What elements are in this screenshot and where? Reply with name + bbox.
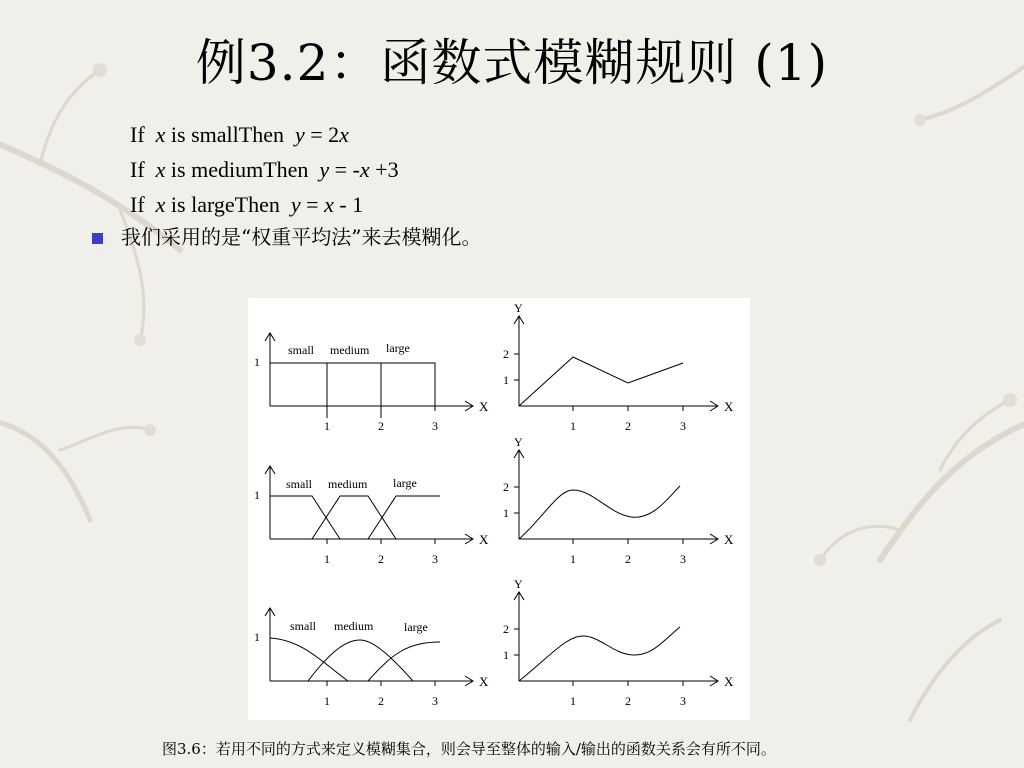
rule-tail-var: x [324, 192, 334, 217]
output-plot-1-y-tick-label: 1 [503, 373, 509, 387]
output-plot-2-y-tick-label: 1 [503, 506, 509, 520]
membership-plot-1-x-tick-label: 1 [324, 419, 330, 433]
output-plot-3-y-tick-label: 1 [503, 648, 509, 662]
bullet-square-icon [92, 233, 103, 244]
output-plot-3-x-label: X [724, 674, 734, 689]
rule-tail: - 1 [333, 192, 364, 217]
output-plot-3-y-tick-label: 2 [503, 622, 509, 636]
tri-medium [312, 496, 396, 539]
label-large: large [404, 620, 428, 634]
rule-condition: is largeThen [170, 192, 280, 217]
output-plot-1-x-tick-label: 2 [625, 419, 631, 433]
rule-output-var: y [290, 192, 301, 217]
smooth-small [270, 638, 348, 681]
rule-1 [130, 121, 399, 156]
rule-list [130, 121, 399, 226]
membership-plot-1-x-tick-label: 3 [432, 419, 438, 433]
membership-plot-3-y-tick-label: 1 [254, 630, 260, 644]
rule-var: x [155, 192, 166, 217]
rule-equation: = 2 [310, 122, 340, 147]
membership-plot-3-x-tick-label: 2 [378, 694, 384, 708]
rule-tail-var: x [339, 122, 349, 147]
rule-tail-var: x [359, 157, 370, 182]
label-large: large [393, 476, 417, 490]
membership-plot-1-y-tick-label: 1 [254, 355, 260, 369]
tri-small [270, 496, 340, 539]
rule-condition: is mediumThen [170, 157, 309, 182]
output-curve-smooth [519, 627, 680, 681]
membership-plot-3-x-tick-label: 1 [324, 694, 330, 708]
slide-title: 例3.2：函数式模糊规则 (1) [195, 34, 829, 92]
rule-output-var: y [319, 157, 330, 182]
membership-plot-3-x-label: X [479, 674, 489, 689]
output-plot-2-y-tick-label: 2 [503, 480, 509, 494]
crisp-set-outline [270, 363, 435, 406]
output-plot-1-x-label: X [724, 399, 734, 414]
output-plot-3-y-label: Y [514, 577, 523, 591]
output-curve-crisp [519, 357, 683, 406]
label-medium: medium [328, 477, 368, 491]
label-large: large [386, 341, 410, 355]
output-plot-2-x-tick-label: 2 [625, 552, 631, 566]
rule-output-var: y [294, 122, 305, 147]
membership-plot-1-x-label: X [479, 399, 489, 414]
output-curve-triangular [519, 486, 680, 539]
rule-equation: = - [334, 157, 360, 182]
rule-tail: +3 [369, 157, 399, 182]
output-plot-1-x-tick-label: 1 [570, 419, 576, 433]
output-plot-1-y-tick-label: 2 [503, 347, 509, 361]
label-small: small [290, 619, 316, 633]
rule-condition: is smallThen [170, 122, 284, 147]
figure-caption: 图3.6：若用不同的方式来定义模糊集合，则会导至整体的输入/输出的函数关系会有所不同。 [162, 740, 776, 758]
bullet-text: 我们采用的是“权重平均法”来去模糊化。 [121, 225, 482, 249]
label-small: small [286, 477, 312, 491]
membership-plot-1-x-tick-label: 2 [378, 419, 384, 433]
rule-if: If [130, 157, 145, 182]
rule-2 [130, 156, 399, 191]
output-plot-2-x-tick-label: 3 [680, 552, 686, 566]
membership-plot-3-x-tick-label: 3 [432, 694, 438, 708]
smooth-medium [308, 640, 413, 681]
figure-diagram [248, 298, 750, 720]
output-plot-3-x-tick-label: 1 [570, 694, 576, 708]
figure-panel [248, 298, 750, 720]
membership-plot-2-y-tick-label: 1 [254, 488, 260, 502]
label-medium: medium [330, 343, 370, 357]
rule-if: If [130, 192, 145, 217]
label-medium: medium [334, 619, 374, 633]
output-plot-1-x-tick-label: 3 [680, 419, 686, 433]
membership-plot-2-x-tick-label: 2 [378, 552, 384, 566]
output-plot-2-x-tick-label: 1 [570, 552, 576, 566]
rule-var: x [155, 157, 166, 182]
tri-large [368, 496, 440, 539]
membership-plot-2-x-tick-label: 3 [432, 552, 438, 566]
output-plot-3-x-tick-label: 2 [625, 694, 631, 708]
output-plot-3-x-tick-label: 3 [680, 694, 686, 708]
label-small: small [288, 343, 314, 357]
output-plot-2-x-label: X [724, 532, 734, 547]
membership-plot-2-x-label: X [479, 532, 489, 547]
membership-plot-2-x-tick-label: 1 [324, 552, 330, 566]
output-plot-1-y-label: Y [514, 301, 523, 315]
rule-var: x [155, 122, 166, 147]
rule-equation: = [306, 192, 325, 217]
output-plot-2-y-label: Y [514, 435, 523, 449]
rule-if: If [130, 122, 145, 147]
